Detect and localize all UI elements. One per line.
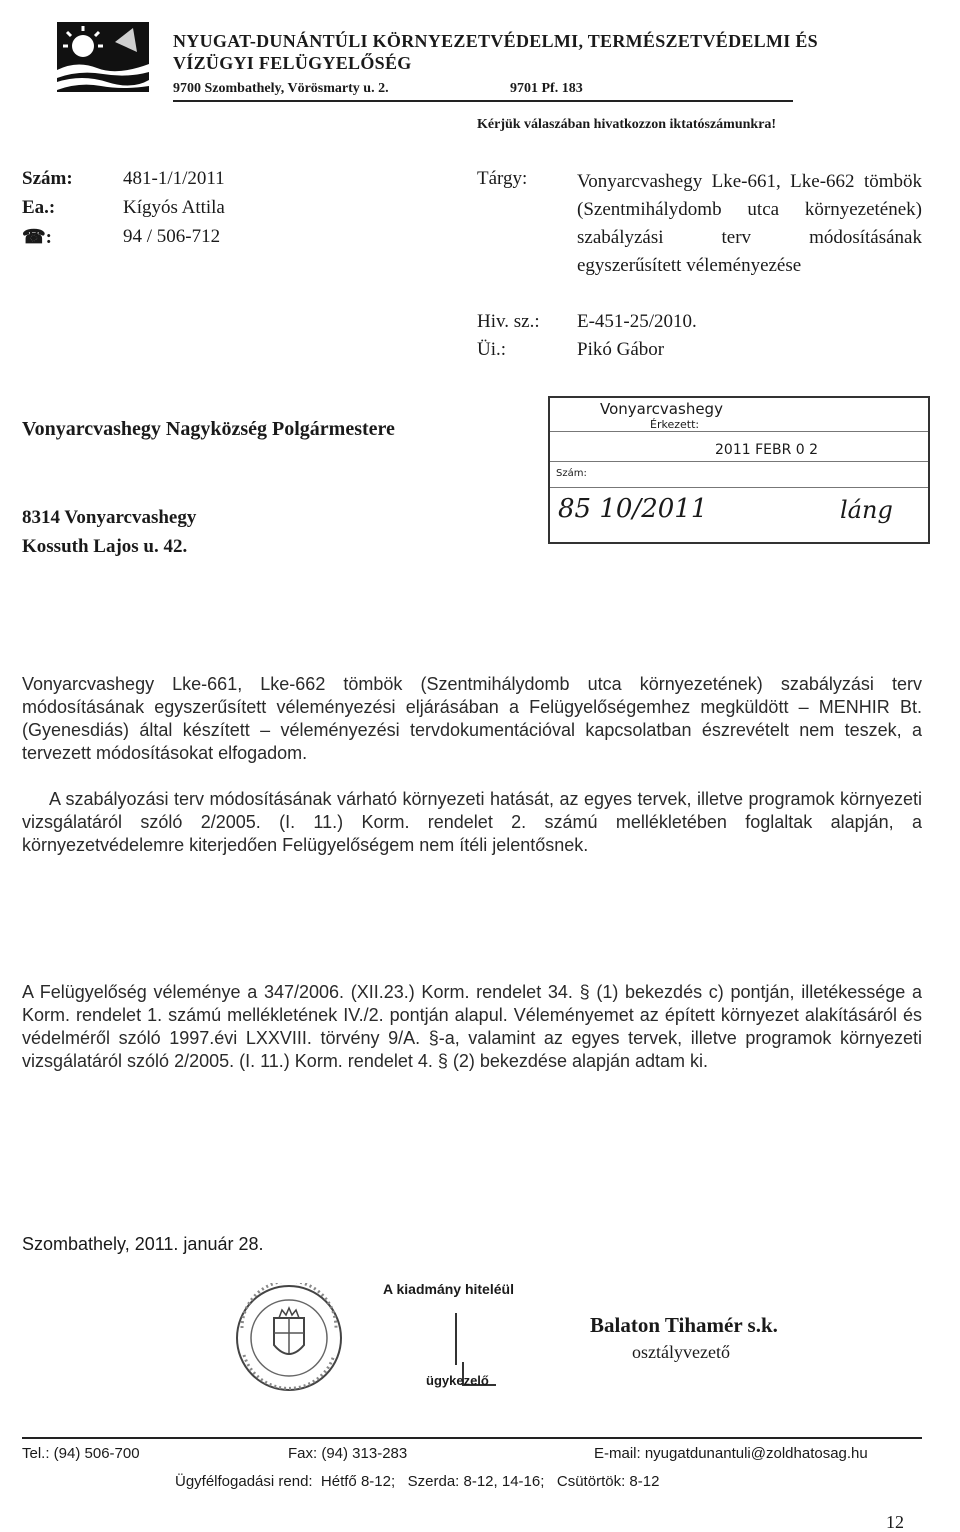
page-number: 12 xyxy=(886,1512,904,1532)
number-label: Szám: xyxy=(22,168,73,189)
body-paragraph-1: Vonyarcvashegy Lke-661, Lke-662 tömbök (Szentmihálydomb utca környezetének) szabályzási terv módosításának egyszerűsített véleményezési eljárásában a Felügyelőségemhez megküldött – MENHIR Bt. (Gyenesdiás) által készített – véleményezési tervdokumentációval kapcsolatban észrevételt nem teszek, a tervezett módosításokat elfogadom. xyxy=(22,674,922,763)
copy-certification-note: A kiadmány hiteléül xyxy=(383,1281,514,1297)
stamp-number-label: Szám: xyxy=(556,468,587,479)
footer-office-hours: Ügyfélfogadási rend: Hétfő 8-12; Szerda: 8-12, 14-16; Csütörtök: 8-12 xyxy=(175,1473,660,1490)
contact-label: Üi.: xyxy=(477,339,507,360)
organization-name: NYUGAT-DUNÁNTÚLI KÖRNYEZETVÉDELMI, TERMÉSZETVÉDELMI ÉS VÍZÜGYI FELÜGYELŐSÉG xyxy=(173,31,818,73)
contact-value: Pikó Gábor xyxy=(577,339,665,360)
subject-value: Vonyarcvashegy Lke-661, Lke-662 tömbök (Szentmihálydomb utca környezetének) szabályzási terv módosításának egyszerűsített véleményezése xyxy=(577,171,922,276)
stamp-handwritten-number: 85 10/2011 xyxy=(558,494,708,524)
handler-label: Ea.: xyxy=(22,197,56,218)
footer-telephone: Tel.: (94) 506-700 xyxy=(22,1445,140,1462)
handler-value: Kígyós Attila xyxy=(123,197,225,218)
incoming-stamp xyxy=(548,396,930,544)
stamp-signature: láng xyxy=(840,496,893,524)
body-paragraph-2: A szabályozási terv módosításának várható környezeti hatását, az egyes tervek, illetve programok környezeti vizsgálatáról szóló 2/2005. (I. 11.) Korm. rendelet 2. számú mellékletében foglaltak alapján, a környezetvédelemre kiterjedően Felügyelőségem nem ítéli jelentősnek. xyxy=(22,789,922,855)
signer-name: Balaton Tihamér s.k. xyxy=(590,1313,778,1337)
signer-title: osztályvezető xyxy=(632,1342,730,1362)
reference-request: Kérjük válaszában hivatkozzon iktatószámunkra! xyxy=(477,117,777,132)
phone-value: 94 / 506-712 xyxy=(123,226,221,247)
header-divider xyxy=(173,100,793,102)
footer-email: E-mail: nyugatdunantuli@zoldhatosag.hu xyxy=(594,1445,868,1462)
footer-fax: Fax: (94) 313-283 xyxy=(288,1445,408,1462)
place-and-date: Szombathely, 2011. január 28. xyxy=(22,1234,264,1254)
reference-value: E-451-25/2010. xyxy=(577,311,697,332)
reference-label: Hiv. sz.: xyxy=(477,311,540,332)
po-box: 9701 Pf. 183 xyxy=(510,81,583,96)
phone-label: ☎: xyxy=(22,227,52,248)
addressee-address-line2: Kossuth Lajos u. 42. xyxy=(22,536,188,557)
stamp-line1: Vonyarcvashegy xyxy=(600,400,723,418)
signature-stroke xyxy=(455,1313,457,1365)
number-value: 481-1/1/2011 xyxy=(123,168,225,189)
addressee-address-line1: 8314 Vonyarcvashegy xyxy=(22,507,197,528)
addressee-name: Vonyarcvashegy Nagyközség Polgármestere xyxy=(22,418,395,440)
sun-icon xyxy=(57,22,149,92)
body-paragraph-3: A Felügyelőség véleménye a 347/2006. (XII.23.) Korm. rendelet 34. § (1) bekezdés c) pontján, illetékessége a Korm. rendelet 1. számú mellékletének IV./2. pontján alapul. Véleményemet az épített környezet alakításáról és védelméről szóló 1997.évi LXXVIII. törvény 9/A. §-a, valamint az egyes tervek, illetve programok környezeti vizsgálatáról szóló 2/2005. (I. 11.) Korm. rendelet 4. § (2) bekezdése alapján adtam ki. xyxy=(22,982,922,1071)
subject-label: Tárgy: xyxy=(477,168,528,189)
clerk-label: ügykezelő xyxy=(426,1373,489,1388)
stamp-line2: Érkezett: xyxy=(650,418,700,431)
organization-address: 9700 Szombathely, Vörösmarty u. 2. xyxy=(173,81,389,96)
footer-divider xyxy=(22,1437,922,1439)
official-seal xyxy=(222,1283,356,1393)
agency-logo xyxy=(57,22,149,92)
stamp-date: 2011 FEBR 0 2 xyxy=(715,442,819,458)
